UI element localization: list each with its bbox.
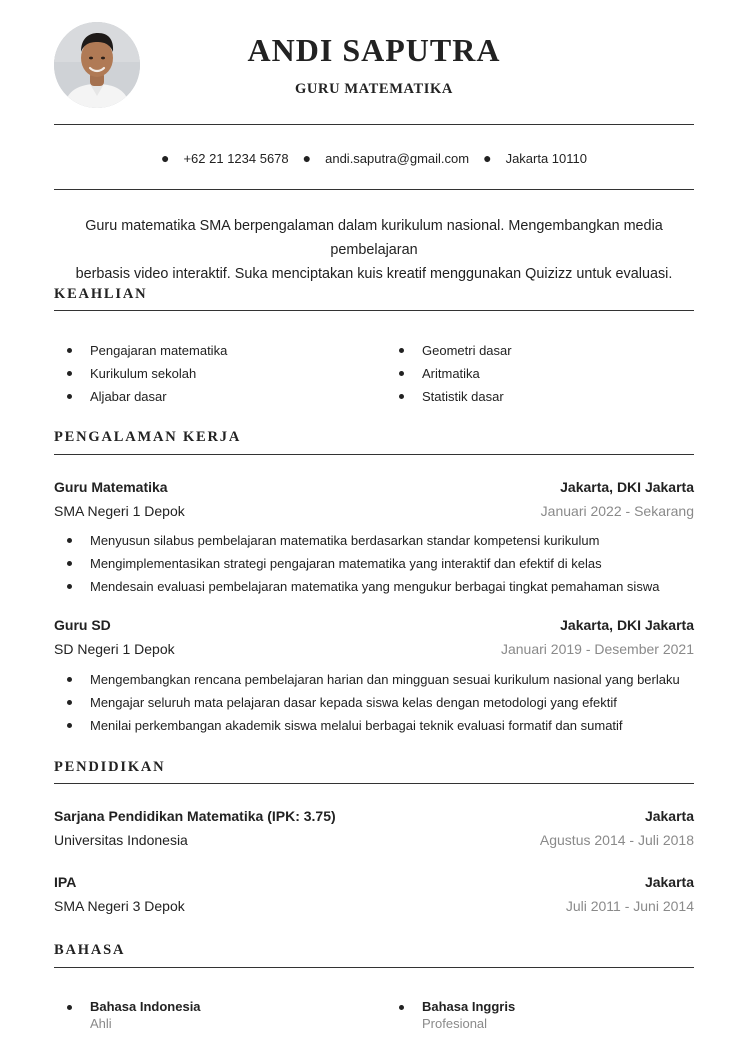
full-name: ANDI SAPUTRA [247, 32, 501, 68]
education-period: Juli 2011 - Juni 2014 [565, 898, 694, 914]
job-title: GURU MATEMATIKA [295, 81, 453, 97]
bullet-icon: ● [483, 150, 492, 166]
education-degree: IPA [54, 874, 77, 890]
section-title-skills: KEAHLIAN [54, 286, 148, 302]
section-divider [54, 783, 694, 784]
skill-item: Kurikulum sekolah [54, 364, 374, 387]
section-title-education: PENDIDIKAN [54, 759, 166, 775]
language-name: Bahasa Indonesia [90, 999, 201, 1014]
job-bullet: Mengembangkan rencana pembelajaran harian dan mingguan sesuai kurikulum nasional yang berlaku [54, 670, 694, 693]
job-position: Guru Matematika [54, 479, 168, 495]
education-school: Universitas Indonesia [54, 832, 188, 848]
education-subheader [54, 832, 694, 848]
job-bullets [54, 531, 694, 600]
job-header [54, 617, 694, 633]
section-divider [54, 454, 694, 455]
job-position: Guru SD [54, 617, 111, 633]
skills-list-right [386, 341, 694, 410]
contact-phone [161, 150, 289, 166]
section-divider [54, 310, 694, 311]
education-period: Agustus 2014 - Juli 2018 [539, 832, 694, 848]
language-level: Ahli [90, 1016, 112, 1031]
language-level: Profesional [422, 1016, 488, 1031]
job-company: SD Negeri 1 Depok [54, 641, 175, 657]
contact-location [483, 150, 587, 166]
education-school: SMA Negeri 3 Depok [54, 898, 185, 914]
skill-item: Pengajaran matematika [54, 341, 374, 364]
email-text[interactable]: andi.saputra@gmail.com [325, 150, 470, 166]
phone-text: +62 21 1234 5678 [183, 150, 289, 166]
education-location: Jakarta [644, 808, 694, 824]
summary-line: berbasis video interaktif. Suka menciptakan kuis kreatif menggunakan Quizizz untuk evaluasi. [75, 266, 673, 282]
education-header [54, 808, 694, 824]
section-title-languages: BAHASA [54, 942, 126, 958]
contact-bar [54, 150, 694, 166]
education-header [54, 874, 694, 890]
bullet-icon [67, 1005, 72, 1010]
resume-page [54, 0, 694, 1061]
location-text: Jakarta 10110 [505, 150, 587, 166]
language-item [54, 999, 374, 1033]
job-location: Jakarta, DKI Jakarta [560, 479, 694, 495]
language-item [386, 999, 694, 1033]
education-degree: Sarjana Pendidikan Matematika (IPK: 3.75) [54, 808, 336, 824]
job-bullet: Mendesain evaluasi pembelajaran matematika yang mengukur berbagai tingkat pemahaman siswa [54, 577, 694, 600]
job-subheader [54, 503, 694, 519]
job-bullet: Mengajar seluruh mata pelajaran dasar kepada siswa kelas dengan metodologi yang efektif [54, 693, 694, 716]
job-header [54, 479, 694, 495]
language-name: Bahasa Inggris [422, 999, 516, 1014]
job-bullet: Menilai perkembangan akademik siswa melalui berbagai teknik evaluasi formatif dan sumatif [54, 716, 694, 739]
summary [54, 214, 694, 286]
summary-line: Guru matematika SMA berpengalaman dalam kurikulum nasional. Mengembangkan media pembelajaran [85, 218, 663, 258]
education-subheader [54, 898, 694, 914]
education-location: Jakarta [644, 874, 694, 890]
job-bullet: Mengimplementasikan strategi pengajaran matematika yang interaktif dan efektif di kelas [54, 554, 694, 577]
bullet-icon: ● [302, 150, 312, 166]
job-subheader [54, 641, 694, 657]
bullet-icon: ● [160, 150, 170, 166]
job-company: SMA Negeri 1 Depok [54, 503, 185, 519]
bullet-icon [399, 1005, 404, 1010]
skill-item: Aljabar dasar [54, 387, 374, 410]
job-bullets [54, 670, 694, 739]
skill-item: Geometri dasar [386, 341, 694, 364]
divider [54, 124, 694, 125]
skill-item: Aritmatika [386, 364, 694, 387]
skills-list-left [54, 341, 374, 410]
job-location: Jakarta, DKI Jakarta [560, 617, 694, 633]
job-bullet: Menyusun silabus pembelajaran matematika berdasarkan standar kompetensi kurikulum [54, 531, 694, 554]
job-period: Januari 2022 - Sekarang [540, 503, 694, 519]
contact-email[interactable] [303, 150, 469, 166]
section-divider [54, 967, 694, 968]
divider [54, 189, 694, 190]
job-period: Januari 2019 - Desember 2021 [500, 641, 694, 657]
skill-item: Statistik dasar [386, 387, 694, 410]
section-title-experience: PENGALAMAN KERJA [54, 429, 242, 445]
